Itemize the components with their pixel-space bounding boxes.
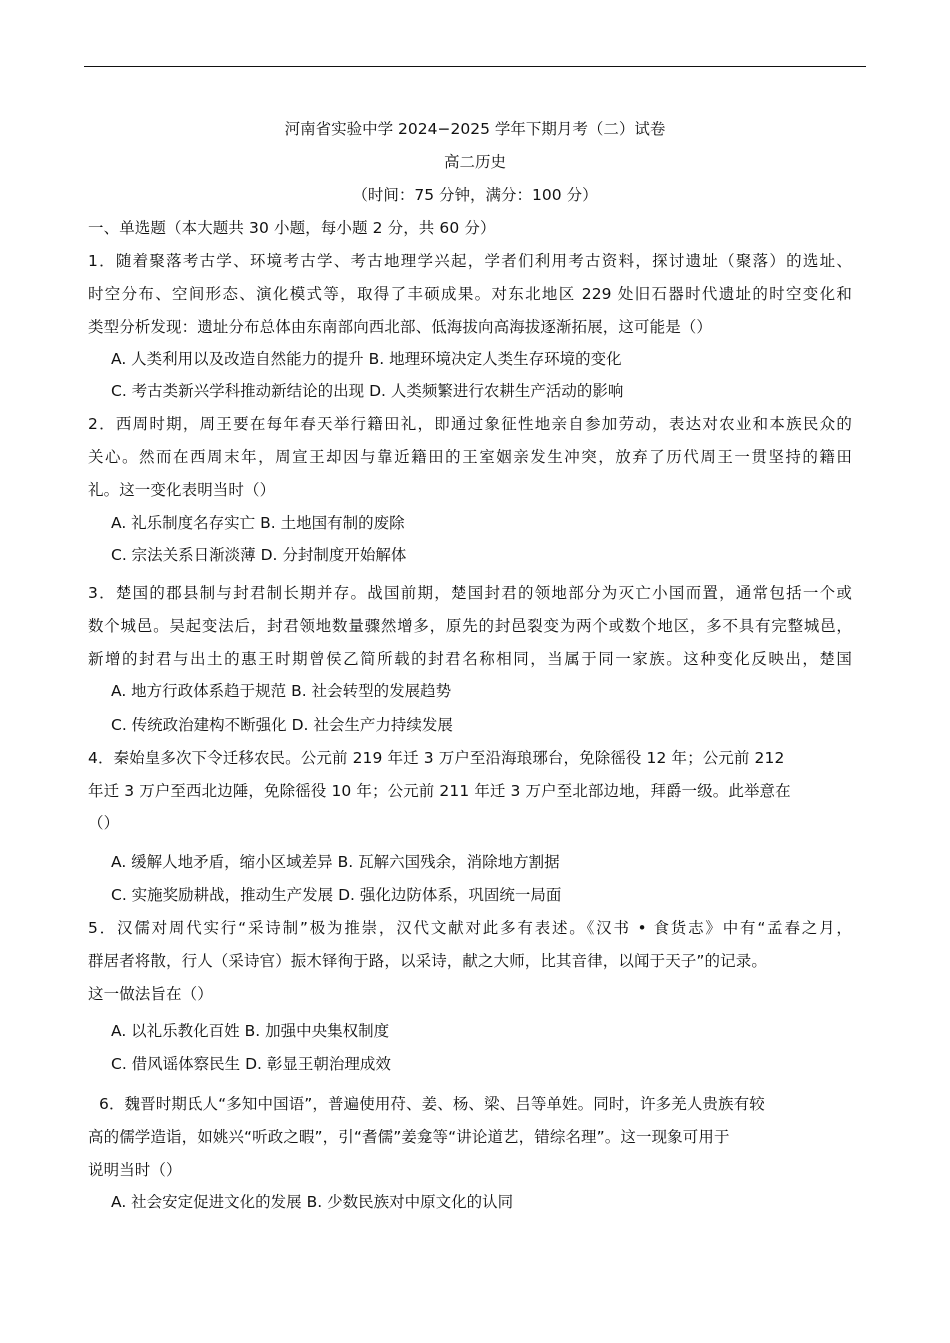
question-2-options-ab: A. 礼乐制度名存实亡 B. 土地国有制的废除 [111,514,405,532]
question-1-line-1: 1．随着聚落考古学、环境考古学、考古地理学兴起，学者们利用考古资料，探讨遗址（聚落）的选址、 [88,252,852,270]
question-4-line-2: 年迁 3 万户至西北边陲，免除徭役 10 年；公元前 211 年迁 3 万户至北部边地，拜爵一级。此举意在 [88,782,791,800]
section-heading: 一、单选题（本大题共 30 小题，每小题 2 分，共 60 分） [88,219,496,237]
exam-subject: 高二历史 [443,153,506,171]
question-1-line-3: 类型分析发现：遗址分布总体由东南部向西北部、低海拔向高海拔逐渐拓展，这可能是（） [88,318,713,336]
exam-info: （时间：75 分钟，满分：100 分） [352,186,598,204]
question-2-line-2: 关心。然而在西周末年，周宣王却因与靠近籍田的王室姻亲发生冲突，放弃了历代周王一贯坚持的籍田 [88,448,852,466]
question-3-line-2: 数个城邑。吴起变法后，封君领地数量骤然增多，原先的封邑裂变为两个或数个地区，多不具有完整城邑， [88,617,852,635]
question-6-line-1: 6．魏晋时期氐人“多知中国语”，普遍使用苻、姜、杨、梁、吕等单姓。同时，许多羌人贵族有较 [99,1095,765,1113]
question-5-line-3: 这一做法旨在（） [88,985,213,1003]
question-3-line-1: 3．楚国的郡县制与封君制长期并存。战国前期，楚国封君的领地部分为灭亡小国而置，通常包括一个或 [88,584,852,602]
question-3-options-cd: C. 传统政治建构不断强化 D. 社会生产力持续发展 [111,716,453,734]
question-6-line-3: 说明当时（） [88,1161,182,1179]
question-4-options-cd: C. 实施奖励耕战，推动生产发展 D. 强化边防体系，巩固统一局面 [111,886,562,904]
question-4-options-ab: A. 缓解人地矛盾，缩小区域差异 B. 瓦解六国残余，消除地方割据 [111,853,560,871]
question-3-line-3: 新增的封君与出土的惠王时期曾侯乙简所载的封君名称相同，当属于同一家族。这种变化反映出，楚国 [88,650,852,668]
question-1-options-cd: C. 考古类新兴学科推动新结论的出现 D. 人类频繁进行农耕生产活动的影响 [111,382,624,400]
question-2-line-3: 礼。这一变化表明当时（） [88,481,276,499]
question-1-options-ab: A. 人类利用以及改造自然能力的提升 B. 地理环境决定人类生存环境的变化 [111,350,622,368]
question-5-options-ab: A. 以礼乐教化百姓 B. 加强中央集权制度 [111,1022,390,1040]
question-5-options-cd: C. 借风谣体察民生 D. 彰显王朝治理成效 [111,1055,391,1073]
question-6-line-2: 高的儒学造诣，如姚兴“听政之暇”，引“耆儒”姜龛等“讲论道艺，错综名理”。这一现象可用于 [88,1128,730,1146]
question-4-line-1: 4．秦始皇多次下令迁移农民。公元前 219 年迁 3 万户至沿海琅琊台，免除徭役 12 年；公元前 212 [88,749,785,767]
question-2-line-1: 2．西周时期，周王要在每年春天举行籍田礼，即通过象征性地亲自参加劳动，表达对农业和本族民众的 [88,415,852,433]
exam-title: 河南省实验中学 2024−2025 学年下期月考（二）试卷 [284,120,666,138]
question-1-line-2: 时空分布、空间形态、演化模式等，取得了丰硕成果。对东北地区 229 处旧石器时代遗址的时空变化和 [88,285,852,303]
question-5-line-2: 群居者将散，行人（采诗官）振木铎徇于路，以采诗，献之大师，比其音律，以闻于天子”的记录。 [88,952,767,970]
question-3-options-ab: A. 地方行政体系趋于规范 B. 社会转型的发展趋势 [111,682,452,700]
question-5-line-1: 5．汉儒对周代实行“采诗制”极为推崇，汉代文献对此多有表述。《汉书 • 食货志》中有“孟春之月， [88,919,852,937]
question-4-line-3: （） [88,814,120,832]
question-2-options-cd: C. 宗法关系日渐淡薄 D. 分封制度开始解体 [111,546,407,564]
top-rule [84,66,866,67]
question-6-options-ab: A. 社会安定促进文化的发展 B. 少数民族对中原文化的认同 [111,1193,514,1211]
